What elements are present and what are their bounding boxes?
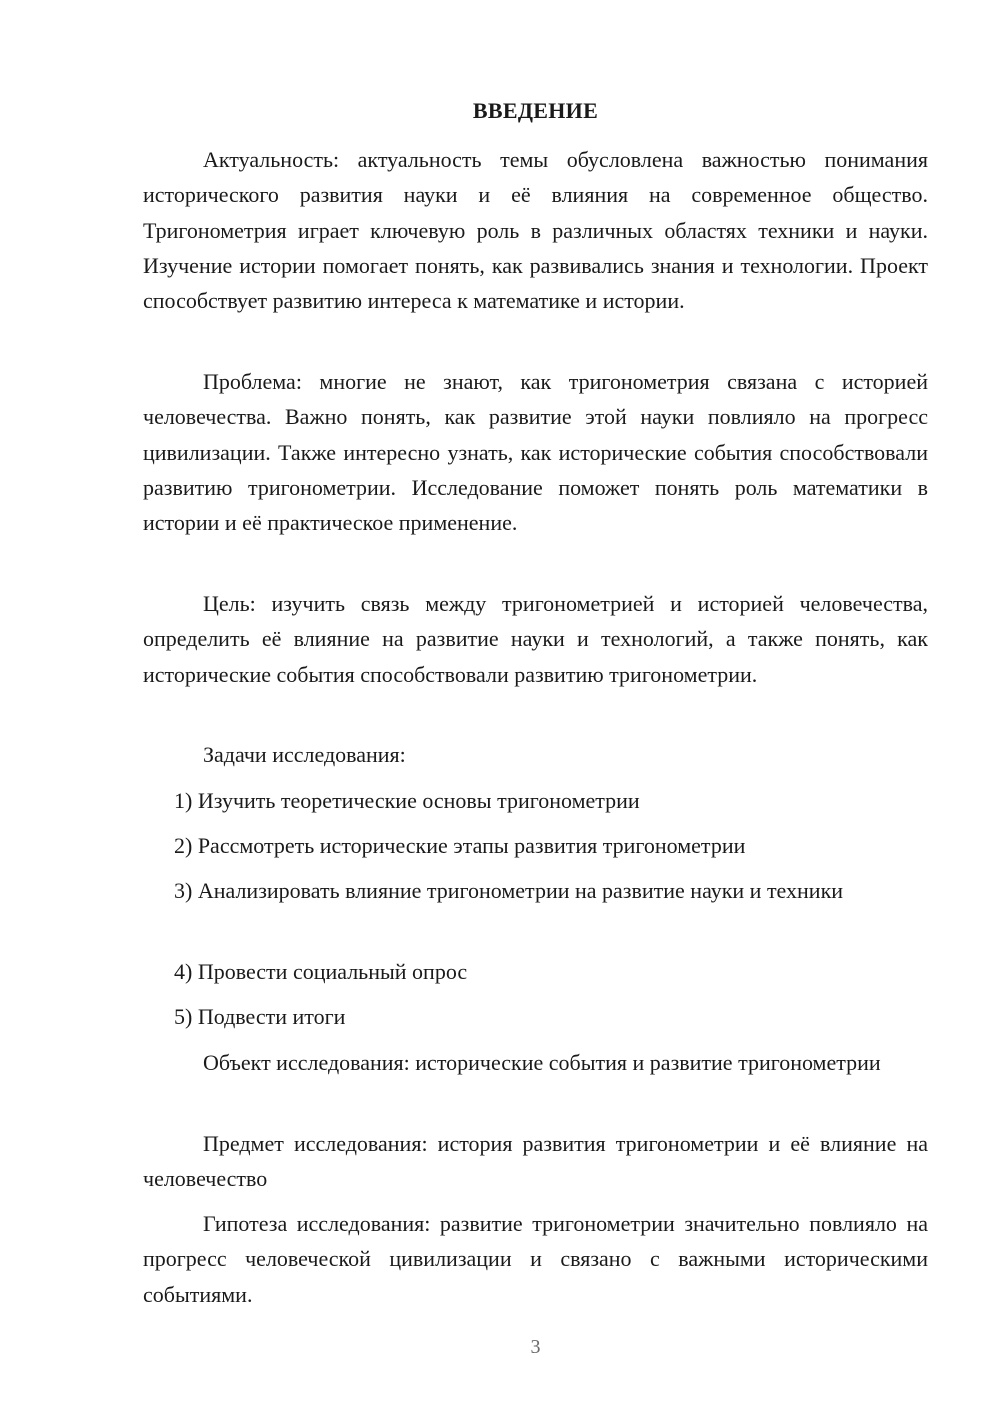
relevance-paragraph: Актуальность: актуальность темы обусловлена важностью понимания исторического развития науки и её влияния на современное общество. Тригонометрия играет ключевую роль в различных областях техники и науки. Изучение истории помогает понять, как развивались знания и технологии. Проект способствует развитию интереса к математике и истории. <box>143 147 928 314</box>
task-item: 1) Изучить теоретические основы тригонометрии <box>174 788 640 813</box>
object-paragraph: Объект исследования: исторические события и развитие тригонометрии <box>203 1050 881 1075</box>
task-item: 5) Подвести итоги <box>174 1004 346 1029</box>
task-item: 3) Анализировать влияние тригонометрии на развитие науки и техники <box>174 878 844 903</box>
hypothesis-paragraph: Гипотеза исследования: развитие тригонометрии значительно повлияло на прогресс человеческой цивилизации и связано с важными историческими событиями. <box>143 1211 928 1307</box>
page-number: 3 <box>530 1336 541 1358</box>
page-title: ВВЕДЕНИЕ <box>472 98 599 123</box>
task-item: 2) Рассмотреть исторические этапы развития тригонометрии <box>174 833 746 858</box>
subject-paragraph: Предмет исследования: история развития тригонометрии и её влияние на человечество <box>143 1131 928 1192</box>
goal-paragraph: Цель: изучить связь между тригонометрией и историей человечества, определить её влияние на развитие науки и технологий, а также понять, как исторические события способствовали развитию тригонометрии. <box>143 591 928 687</box>
problem-paragraph: Проблема: многие не знают, как тригонометрия связана с историей человечества. Важно понять, как развитие этой науки повлияло на прогресс цивилизации. Также интересно узнать, как исторические события способствовали развитию тригонометрии. Исследование поможет понять роль математики в истории и её практическое применение. <box>143 369 928 536</box>
tasks-heading: Задачи исследования: <box>203 742 406 767</box>
task-item: 4) Провести социальный опрос <box>174 959 468 984</box>
